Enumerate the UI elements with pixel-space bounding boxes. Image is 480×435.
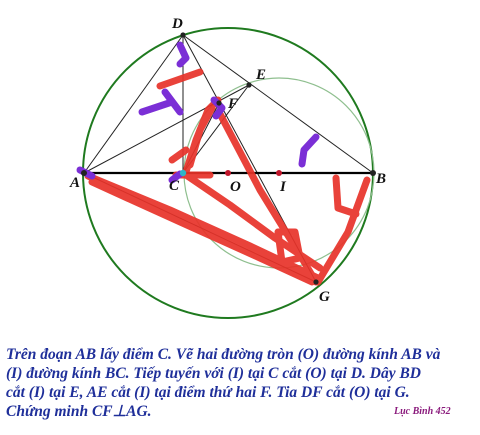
label-E: E bbox=[256, 67, 267, 83]
problem-line-4: Chứng minh CF⊥AG. bbox=[6, 403, 152, 420]
author-signature: Lục Bình 452 bbox=[394, 406, 451, 417]
purple-mark-left bbox=[142, 92, 180, 112]
point-E bbox=[246, 82, 251, 87]
label-G: G bbox=[319, 289, 330, 305]
point-C bbox=[180, 170, 186, 176]
red-stroke-bg bbox=[318, 180, 367, 282]
problem-line-2: (I) đường kính BC. Tiếp tuyến với (I) tại C cắt (O) tại D. Dây BD bbox=[6, 365, 421, 382]
label-B: B bbox=[376, 171, 387, 187]
point-G bbox=[313, 279, 318, 284]
purple-mark-d bbox=[180, 45, 186, 64]
purple-mark-right bbox=[302, 137, 316, 164]
red-stroke-top bbox=[160, 72, 200, 86]
label-F: F bbox=[228, 96, 239, 112]
point-I bbox=[276, 170, 282, 176]
label-I: I bbox=[280, 179, 286, 195]
label-A: A bbox=[70, 175, 81, 191]
label-C: C bbox=[169, 178, 180, 194]
problem-line-1: Trên đoạn AB lấy điểm C. Vẽ hai đường tròn (O) đường kính AB và bbox=[6, 346, 441, 363]
red-stroke-cf-2 bbox=[190, 108, 212, 165]
point-A bbox=[81, 170, 87, 176]
label-O: O bbox=[230, 179, 241, 195]
problem-line-3: cắt (I) tại E, AE cắt (I) tại điểm thứ hai F. Tia DF cắt (O) tại G. bbox=[6, 384, 410, 401]
point-O bbox=[225, 170, 231, 176]
point-F bbox=[216, 100, 221, 105]
point-D bbox=[180, 32, 185, 37]
label-D: D bbox=[172, 16, 183, 32]
